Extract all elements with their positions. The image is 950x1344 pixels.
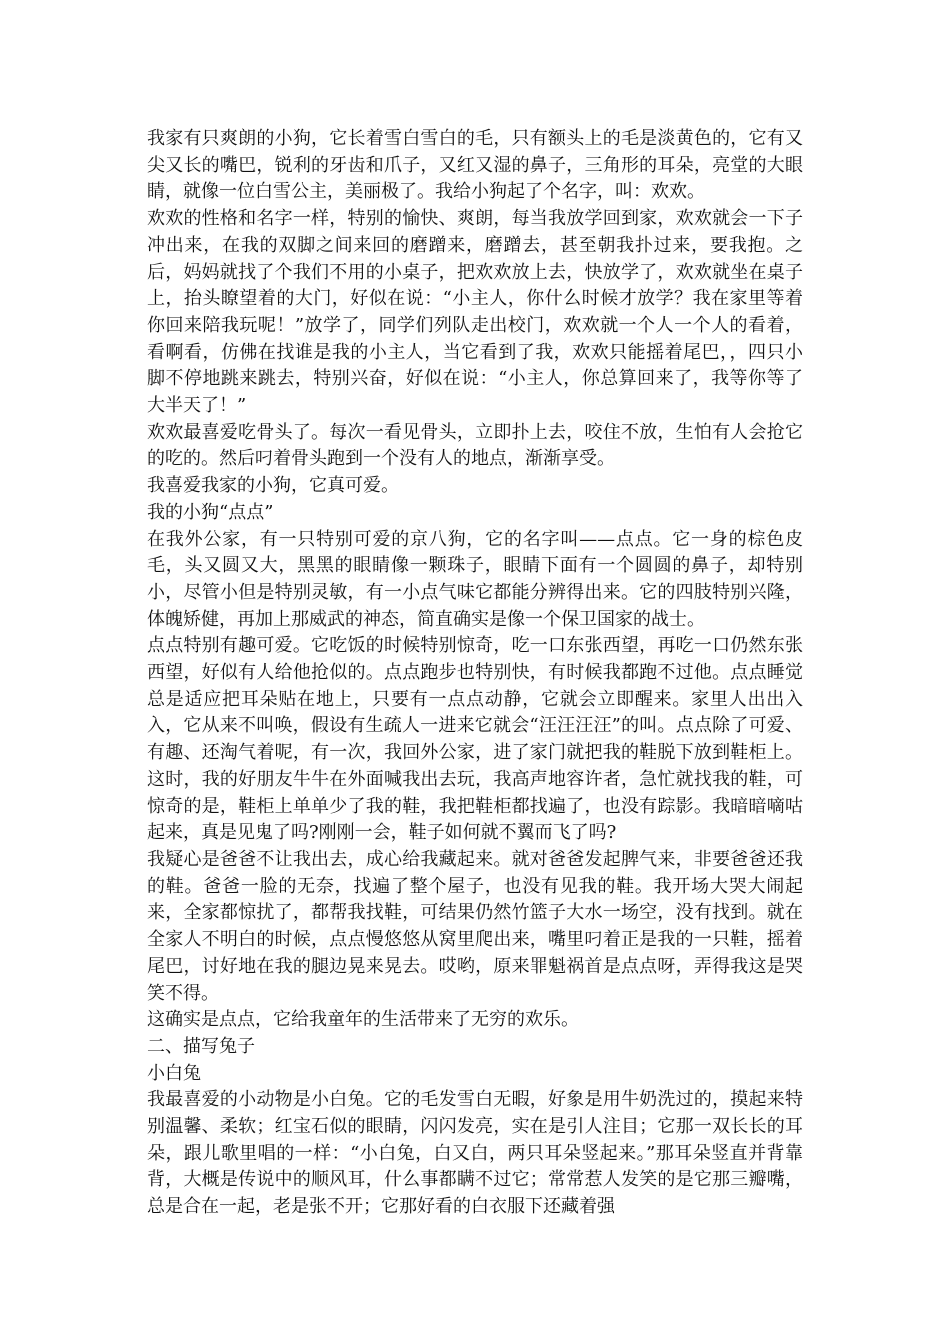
title-little-white-rabbit: 小白兔 [147, 1062, 201, 1084]
title-diandian: 我的小狗“点点” [147, 501, 274, 523]
paragraph-diandian-intro: 在我外公家，有一只特别可爱的京八狗，它的名字叫——点点。它一身的棕色皮毛，头又圆又大，黑黑的眼睛像一颗珠子，眼睛下面有一个圆圆的鼻子，却特别小，尽管小但是特别灵敏，有一小点气味它都能分辨得出来。它的四肢特别兴隆，体魄矫健，再加上那威武的神态，简直确实是像一个保卫国家的战士。 [147, 528, 803, 630]
paragraph-huanhuan-bones: 欢欢最喜爱吃骨头了。每次一看见骨头，立即扑上去，咬住不放，生怕有人会抢它的吃的。然后叼着骨头跑到一个没有人的地点，渐渐享受。 [147, 421, 803, 470]
paragraph-diandian-shoe: 我疑心是爸爸不让我出去，成心给我藏起来。就对爸爸发起脾气来，非要爸爸还我的鞋。爸爸一脸的无奈，找遍了整个屋子，也没有见我的鞋。我开场大哭大闹起来，全家都惊扰了，都帮我找鞋，可结果仍然竹篮子大水一场空，没有找到。就在全家人不明白的时候，点点慢悠悠从窝里爬出来，嘴里叼着正是我的一只鞋，摇着尾巴，讨好地在我的腿边晃来晃去。哎哟，原来罪魁祸首是点点呀，弄得我这是哭笑不得。 [147, 848, 803, 1004]
paragraph-huanhuan-conclusion: 我喜爱我家的小狗，它真可爱。 [147, 475, 399, 497]
paragraph-huanhuan-intro: 我家有只爽朗的小狗，它长着雪白雪白的毛，只有额头上的毛是淡黄色的，它有又尖又长的嘴巴，锐利的牙齿和爪子，又红又湿的鼻子，三角形的耳朵，亮堂的大眼睛，就像一位白雪公主，美丽极了。我给小狗起了个名字，叫：欢欢。 [147, 128, 803, 203]
paragraph-huanhuan-personality: 欢欢的性格和名字一样，特别的愉快、爽朗，每当我放学回到家，欢欢就会一下子冲出来，在我的双脚之间来回的磨蹭来，磨蹭去，甚至朝我扑过来，要我抱。之后，妈妈就找了个我们不用的小桌子，把欢欢放上去，快放学了，欢欢就坐在桌子上，抬头瞭望着的大门，好似在说：“小主人，你什么时候才放学？我在家里等着你回来陪我玩呢！”放学了，同学们列队走出校门，欢欢就一个人一个人的看着，看啊看，仿佛在找谁是我的小主人，当它看到了我，欢欢只能摇着尾巴，，四只小脚不停地跳来跳去，特别兴奋，好似在说：“小主人，你总算回来了，我等你等了大半天了！” [147, 208, 803, 417]
paragraph-diandian-conclusion: 这确实是点点，它给我童年的生活带来了无穷的欢乐。 [147, 1009, 579, 1031]
section-heading-rabbit: 二、描写兔子 [147, 1035, 255, 1057]
document-page [147, 126, 803, 1221]
paragraph-diandian-habits: 点点特别有趣可爱。它吃饭的时候特别惊奇，吃一口东张西望，再吃一口仍然东张西望，好似有人给他抢似的。点点跑步也特别快，有时候我都跑不过他。点点睡觉总是适应把耳朵贴在地上，只要有一点点动静，它就会立即醒来。家里人出出入入，它从来不叫唤，假设有生疏人一进来它就会“汪汪汪汪”的叫。点点除了可爱、有趣、还淘气着呢，有一次，我回外公家，进了家门就把我的鞋脱下放到鞋柜上。这时，我的好朋友牛牛在外面喊我出去玩，我高声地容许者，急忙就找我的鞋，可惊奇的是，鞋柜上单单少了我的鞋，我把鞋柜都找遍了，也没有踪影。我暗暗嘀咕起来，真是见鬼了吗?刚刚一会，鞋子如何就不翼而飞了吗? [147, 635, 803, 844]
paragraph-rabbit-description: 我最喜爱的小动物是小白兔。它的毛发雪白无暇，好象是用牛奶洗过的，摸起来特别温馨、柔软；红宝石似的眼睛，闪闪发亮，实在是引人注目；它那一双长长的耳朵，跟儿歌里唱的一样：“小白兔，白又白，两只耳朵竖起来。”那耳朵竖直并背靠背，大概是传说中的顺风耳，什么事都瞒不过它；常常惹人发笑的是它那三瓣嘴，总是合在一起，老是张不开；它那好看的白衣服下还藏着强 [147, 1089, 803, 1218]
